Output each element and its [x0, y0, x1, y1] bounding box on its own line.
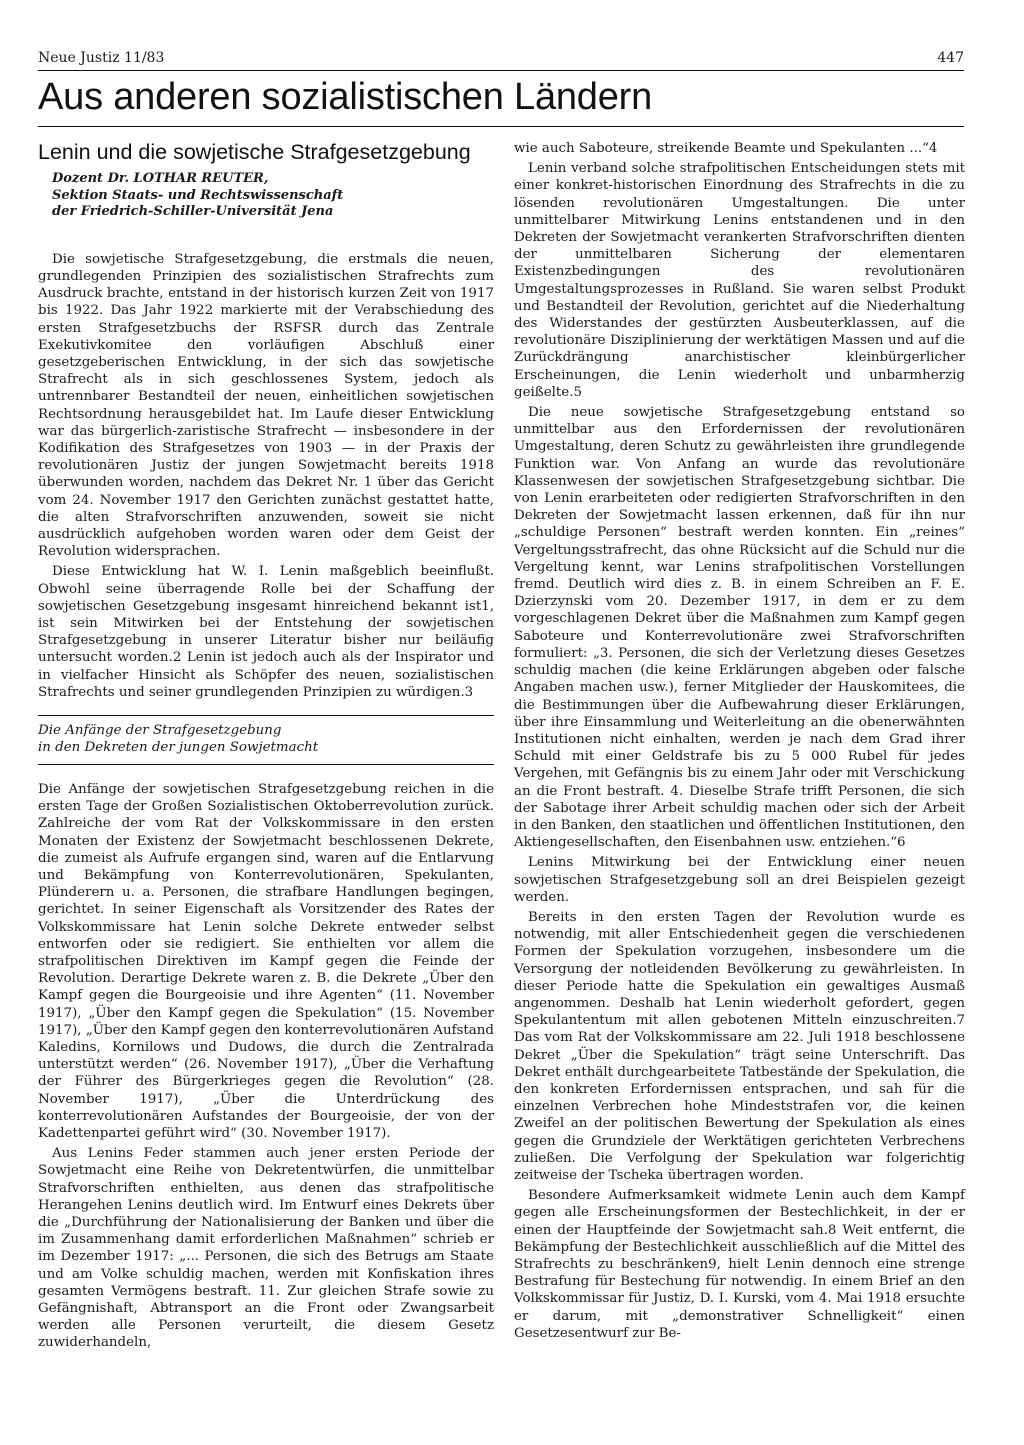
paragraph: wie auch Saboteure, streikende Beamte und Spekulanten ...“4 [514, 141, 938, 156]
paragraph: Bereits in den ersten Tagen der Revolution wurde es notwendig, mit aller Entschiedenheit gegen die verschiedenen Formen der Spekulation vorzugehen, insbesondere um die Versorgung der notleidenden Bevölkerung zu gewährleisten. In dieser Periode hatte die Spekulation ein gewaltiges Ausmaß angenommen. Deshalb hat Lenin wiederholt gefordert, gegen Spekulantentum mit allen gebotenen Mitteln einzuschreiten.7 Das vom Rat der Volkskommissare am 22. Juli 1918 beschlossene Dekret „Über die Spekulation“ trägt seine Unterschrift. Das Dekret enthält durchgearbeitete Tatbestände der Spekulation, die den konkreten Erfordernissen entsprachen, und sah für die einzelnen Verbrechen hohe Mindeststrafen vor, die keinen Zweifel an der politischen Bewertung der Spekulation als eines gegen die Grundziele der Werktätigen gerichteten Verbrechens zuließen. Die Verfolgung der Spekulation war folgerichtig zeitweise der Tscheka übertragen worden. [514, 909, 965, 1183]
author-block [52, 171, 494, 221]
author-name: Dozent Dr. LOTHAR REUTER, [52, 171, 269, 187]
paragraph: Lenin verband solche strafpolitischen Entscheidungen stets mit einer konkret-historischen Einordnung des Strafrechts in die zu lösenden revolutionären Umgestaltungen. Die unter unmittelbarer Mitwirkung Lenins entstandenen und in den Dekreten der Sowjetmacht verankerten Strafvorschriften dienten der unmittelbaren Sicherung der elementaren Existenzbedingungen des revolutionären Umgestaltungsprozesses in Rußland. Sie waren selbst Produkt und Bestandteil der Revolution, gerichtet auf die Niederhaltung des Widerstandes der gestürzten Ausbeuterklassen, auf die revolutionäre Disziplinierung der werktätigen Massen und auf die Zurückdrängung anarchistischer kleinbürgerlicher Erscheinungen, die Lenin wiederholt und unbarmherzig geißelte.5 [514, 161, 965, 400]
subheading [38, 715, 494, 765]
section-title: Aus anderen sozialistischen Ländern [38, 76, 653, 118]
paragraph: Die sowjetische Strafgesetzgebung, die erstmals die neuen, grundlegenden Prinzipien des sozialistischen Strafrechts zum Ausdruck brachte, entstand in der historisch kurzen Zeit von 1917 bis 1922. Das Jahr 1922 markierte mit der Verabschiedung des ersten Strafgesetzbuchs der RSFSR durch das Zentrale Exekutivkomitee den vorläufigen Abschluß einer gesetzgeberischen Entwicklung, in der sich das sowjetische Strafrecht als in sich geschlossenes System, jedoch als untrennbarer Bestandteil der neuen, einheitlichen sowjetischen Rechtsordnung herausgebildet hat. Im Laufe dieser Entwicklung war das bürgerlich-zaristische Strafrecht — insbesondere in der Kodifikation des Strafgesetzes von 1903 — in der Praxis der revolutionären Justiz der jungen Sowjetmacht bereits 1918 überwunden worden, nachdem das Dekret Nr. 1 über das Gericht vom 24. November 1917 den Gerichten zunächst gestattet hatte, die alten Strafvorschriften anzuwenden, soweit sie nicht ausdrücklich aufgehoben worden waren oder dem Geist der Revolution widersprachen. [38, 251, 494, 560]
left-column [38, 140, 494, 1352]
section-rule [38, 126, 964, 127]
author-section: Sektion Staats- und Rechtswissenschaft [52, 187, 344, 203]
right-column [514, 140, 965, 1342]
paragraph: Diese Entwicklung hat W. I. Lenin maßgeblich beeinflußt. Obwohl seine überragende Rolle bei der Schaffung der sowjetischen Gesetzgebung insgesamt hinreichend bekannt ist1, ist sein Mitwirken bei der Entstehung der sowjetischen Strafgesetzgebung in unserer Literatur bisher nur beiläufig untersucht worden.2 Lenin ist jedoch auch als der Inspirator und in vielfacher Hinsicht als Schöpfer des neuen, sozialistischen Strafrechts und seiner grundlegenden Prinzipien zu würdigen.3 [38, 564, 494, 700]
journal-issue: Neue Justiz 11/83 [38, 50, 165, 66]
article-title: Lenin und die sowjetische Strafgesetzgebung [38, 140, 471, 164]
paragraph: Die Anfänge der sowjetischen Strafgesetzgebung reichen in die ersten Tage der Großen Sozialistischen Oktoberrevolution zurück. Zahlreiche der vom Rat der Volkskommissare in den ersten Monaten der Existenz der Sowjetmacht beschlossenen Dekrete, die zumeist als Aufrufe ergangen sind, waren auf die Entlarvung und Bekämpfung von Konterrevolutionären, Spekulanten, Plünderern u. a. Personen, die strafbare Handlungen begingen, gerichtet. In seiner Eigenschaft als Vorsitzender des Rates der Volkskommissare hat Lenin solche Dekrete entweder selbst entworfen oder sie redigiert. Sie enthielten vor allem die strafpolitischen Direktiven im Kampf gegen die Feinde der Revolution. Derartige Dekrete waren z. B. die Dekrete „Über den Kampf gegen die Bourgeoisie und ihre Agenten“ (11. November 1917), „Über den Kampf gegen die Spekulation“ (15. November 1917), „Über den Kampf gegen den konterrevolutionären Aufstand Kaledins, Kornilows und Dudows, die durch die Zentralrada unterstützt werden“ (26. November 1917), „Über die Verhaftung der Führer des Bürgerkrieges gegen die Revolution“ (28. November 1917), „Über die Unterdrückung des konterrevolutionären Aufstandes der Bourgeoisie, der von der Kadettenpartei geführt wird“ (30. November 1917). [38, 781, 494, 1142]
header-rule [38, 70, 964, 71]
author-university: der Friedrich-Schiller-Universität Jena [52, 204, 334, 220]
running-head [38, 50, 964, 70]
paragraph: Aus Lenins Feder stammen auch jener ersten Periode der Sowjetmacht eine Reihe von Dekretentwürfen, die unmittelbar Strafvorschriften enthielten, aus denen das strafpolitische Herangehen Lenins deutlich wird. Im Entwurf eines Dekrets über die „Durchführung der Nationalisierung der Banken und über die im Zusammenhang damit erforderlichen Maßnahmen“ schrieb er im Dezember 1917: „... Personen, die sich des Betrugs am Staate und am Volke schuldig machen, werden mit Konfiskation ihres gesamten Vermögens bestraft. 11. Zur gleichen Strafe sowie zu Gefängnishaft, Abtransport an die Front oder Zwangsarbeit werden alle Personen verurteilt, die diesem Gesetz zuwiderhandeln, [38, 1146, 494, 1351]
subheading-line: Die Anfänge der Strafgesetzgebung [38, 722, 282, 738]
page-number: 447 [937, 50, 964, 66]
paragraph: Besondere Aufmerksamkeit widmete Lenin auch dem Kampf gegen alle Erscheinungsformen der Bestechlichkeit, in der er einen der Hauptfeinde der Sowjetmacht sah.8 Weit entfernt, die Bekämpfung der Bestechlichkeit ausschließlich auf die Mittel des Strafrechts zu beschränken9, hielt Lenin dennoch eine strenge Bestrafung für Bestechung für notwendig. In einem Brief an den Volkskommissar für Justiz, D. I. Kurski, vom 4. Mai 1918 ersuchte er darum, mit „demonstrativer Schnelligkeit“ einen Gesetzesentwurf zur Be- [514, 1188, 965, 1341]
paragraph: Lenins Mitwirkung bei der Entwicklung einer neuen sowjetischen Strafgesetzgebung soll an drei Beispielen gezeigt werden. [514, 855, 965, 905]
subheading-line: in den Dekreten der jungen Sowjetmacht [38, 739, 319, 755]
paragraph: Die neue sowjetische Strafgesetzgebung entstand so unmittelbar aus den Erfordernissen der revolutionären Umgestaltung, deren Schutz zu gewährleisten ihre grundlegende Funktion war. Von Anfang an wurde das revolutionäre Klassenwesen der sowjetischen Strafgesetzgebung sichtbar. Die von Lenin erarbeiteten oder redigierten Strafvorschriften in den Dekreten der Sowjetmacht lassen erkennen, daß für ihn nur „schuldige Personen“ bestraft werden konnten. Ein „reines“ Vergeltungsstrafrecht, das ohne Rücksicht auf die Schuld nur die Vergeltung kennt, war Lenins strafpolitischen Vorstellungen fremd. Deutlich wird dies z. B. in einem Schreiben an F. E. Dzierzynski vom 20. Dezember 1917, in dem er zu dem vorgeschlagenen Dekret über die Maßnahmen zum Kampf gegen Saboteure und Konterrevolutionäre zwei Strafvorschriften formuliert: „3. Personen, die sich der Verletzung dieses Gesetzes schuldig machen (die keine Erklärungen abgeben oder falsche Angaben machen usw.), ferner Mitglieder der Hauskomitees, die die Bestimmungen über die Aufbewahrung dieser Erklärungen, über ihre Einsammlung und Weiterleitung an die obenerwähnten Institutionen nicht einhalten, werden je nach dem Grad ihrer Schuld mit einer Geldstrafe bis zu 5 000 Rubel für jedes Vergehen, mit Gefängnis bis zu einem Jahr oder mit Verschickung an die Front bestraft. 4. Dieselbe Strafe trifft Personen, die sich der Sabotage ihrer Arbeit schuldig machen oder sich der Arbeit in den Banken, den staatlichen und öffentlichen Institutionen, den Aktiengesellschaften, den Eisenbahnen usw. entziehen.“6 [514, 405, 965, 851]
